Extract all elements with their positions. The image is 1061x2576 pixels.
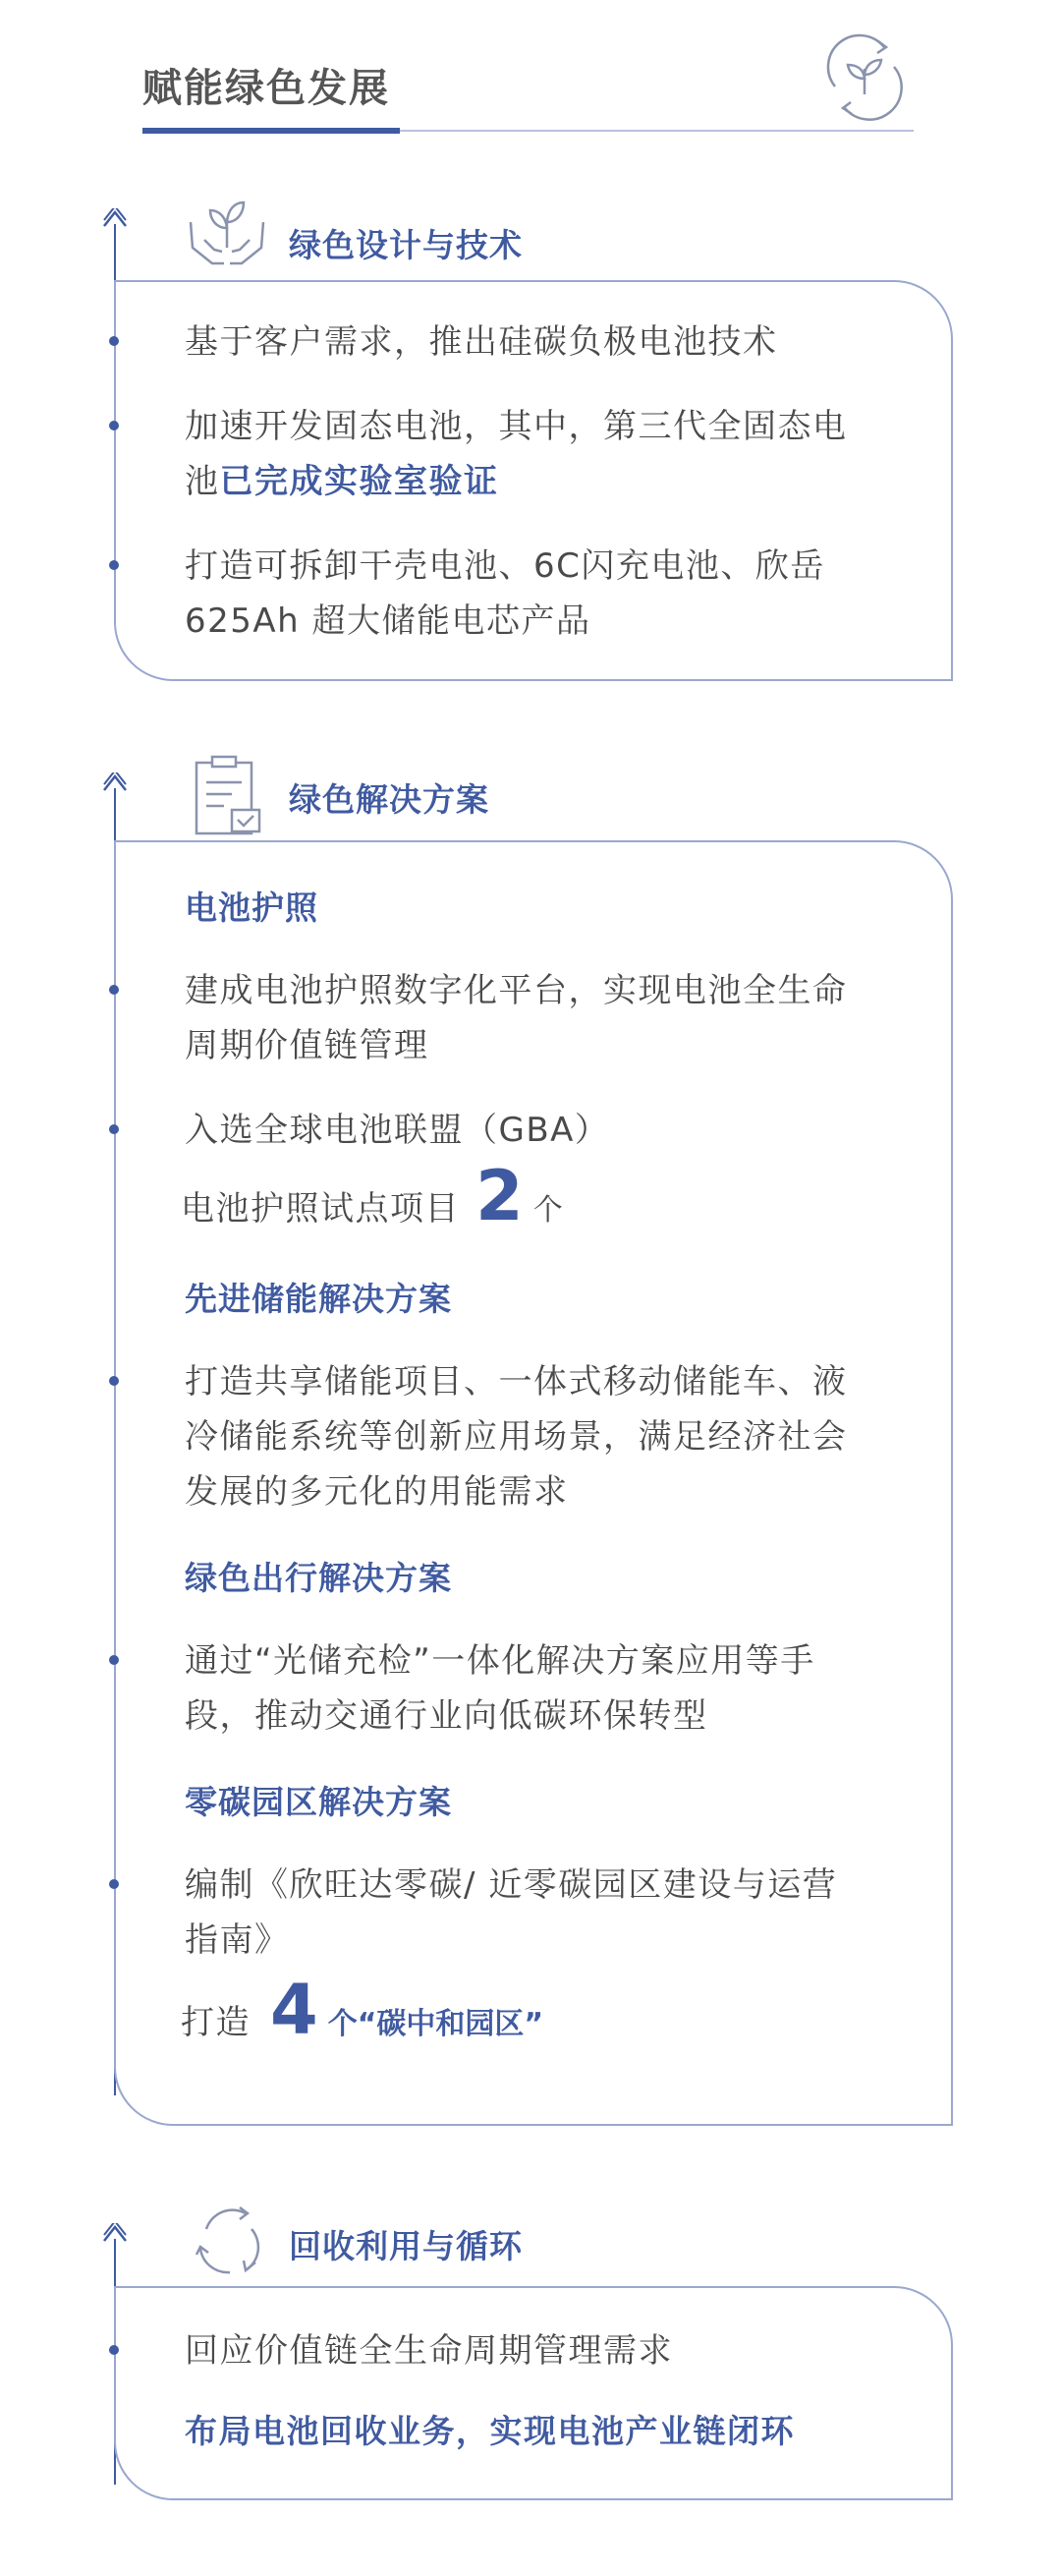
subtitle-zero-carbon-park: 零碳园区解决方案 (185, 1783, 452, 1821)
park-count: 4 (270, 1970, 318, 2050)
title-underline (142, 128, 400, 134)
list-item-highlight: 布局电池回收业务，实现电池产业链闭环 (185, 2412, 795, 2450)
list-item-continued (185, 454, 499, 509)
hands-sprout-icon (183, 193, 271, 271)
subtitle-battery-passport: 电池护照 (185, 888, 318, 927)
clipboard-check-icon (193, 755, 265, 839)
list-item: 基于客户需求，推出硅碳负极电池技术 (185, 322, 778, 362)
section-title-green-design: 绿色设计与技术 (289, 226, 523, 264)
leaf-recycle-icon (815, 28, 914, 126)
list-item: 打造共享储能项目、一体式移动储能车、液 (185, 1362, 848, 1402)
park-count-row (181, 1970, 543, 2050)
section-title-recycling: 回收利用与循环 (289, 2227, 523, 2265)
section-title-green-solutions: 绿色解决方案 (289, 780, 489, 819)
recycle-arrows-icon (187, 2200, 271, 2284)
subtitle-green-mobility: 绿色出行解决方案 (185, 1559, 452, 1597)
bullet (109, 1879, 119, 1889)
page-title: 赋能绿色发展 (142, 66, 390, 111)
bullet (109, 560, 119, 570)
bullet (109, 1655, 119, 1665)
bullet (109, 2345, 119, 2355)
card-recycling (114, 2286, 953, 2500)
text-plain: 池 (185, 462, 220, 501)
bullet (109, 336, 119, 346)
bullet (109, 1376, 119, 1386)
build-prefix: 打造 (181, 2003, 251, 2042)
bullet (109, 985, 119, 995)
bullet (109, 1124, 119, 1134)
list-item: 建成电池护照数字化平台，实现电池全生命 (185, 971, 848, 1010)
bullet (109, 421, 119, 430)
pilot-suffix: 个 (532, 1193, 565, 1228)
list-item-continued: 冷储能系统等创新应用场景，满足经济社会 (185, 1417, 848, 1457)
list-item: 打造可拆卸干壳电池、6C闪充电池、欣岳 (185, 546, 825, 586)
list-item: 入选全球电池联盟（GBA） (185, 1111, 610, 1150)
list-item: 通过“光储充检”一体化解决方案应用等手 (185, 1641, 815, 1681)
list-item-continued: 发展的多元化的用能需求 (185, 1472, 569, 1512)
list-item: 回应价值链全生命周期管理需求 (185, 2331, 673, 2371)
list-item: 编制《欣旺达零碳/ 近零碳园区建设与运营 (185, 1865, 838, 1905)
list-item-continued: 段，推动交通行业向低碳环保转型 (185, 1696, 708, 1736)
pilot-count-row (181, 1156, 564, 1238)
list-item-continued: 周期价值链管理 (185, 1026, 429, 1065)
list-item: 加速开发固态电池，其中，第三代全固态电 (185, 407, 848, 446)
list-item-continued: 指南》 (185, 1920, 290, 1960)
pilot-count: 2 (475, 1156, 524, 1236)
highlight-text: 已完成实验室验证 (219, 462, 499, 501)
pilot-prefix: 电池护照试点项目 (181, 1189, 460, 1229)
subtitle-energy-storage: 先进储能解决方案 (185, 1280, 452, 1318)
build-suffix: 个“碳中和园区” (327, 2007, 544, 2041)
list-item-continued: 625Ah 超大储能电芯产品 (185, 601, 591, 641)
